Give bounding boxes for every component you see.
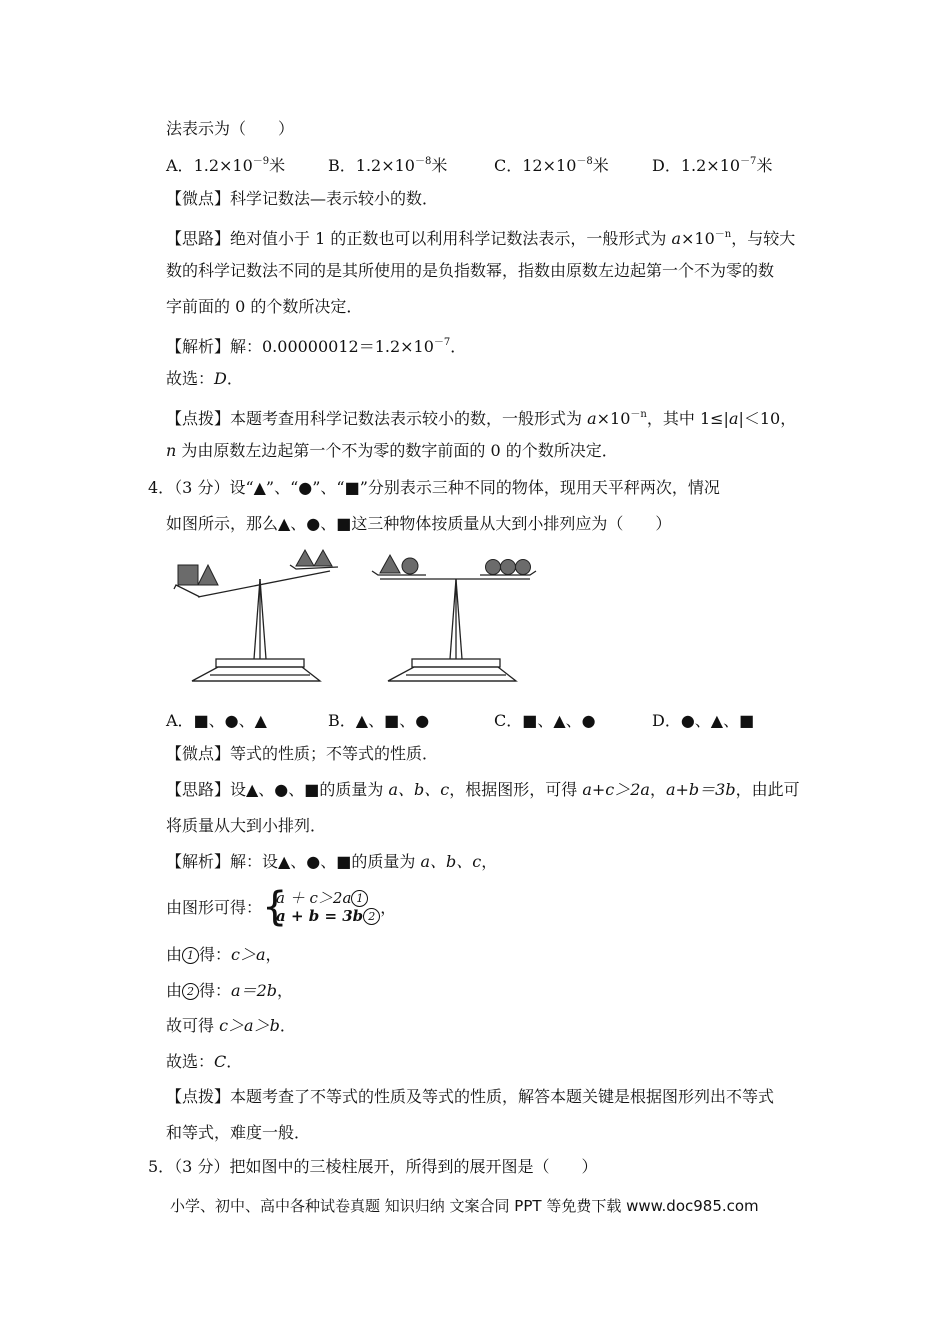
- q3-jiexi: 【解析】解：$0.00000012=1.2\times 10^{-7}$．: [166, 337, 467, 356]
- triangle-shape: [380, 555, 400, 573]
- circle-shape: [501, 560, 516, 575]
- q3-dianbo-line2: n 为由原数左边起第一个不为零的数字前面的 0 的个数所决定．: [166, 441, 618, 460]
- q4-option-d[interactable]: D．●、▲、■: [652, 711, 755, 730]
- q3-silu-line2: 数的科学记数法不同的是其所使用的是负指数幂，指数由原数左边起第一个不为零的数: [166, 261, 775, 280]
- q4-step2: 由 2 得：a＝2b，: [166, 981, 294, 1000]
- q3-weidian: 【微点】科学记数法—表示较小的数．: [166, 189, 439, 208]
- circle-shape: [486, 560, 501, 575]
- triangle-shape: [296, 550, 314, 566]
- q4-step1: 由 1 得：c＞a，: [166, 945, 282, 964]
- balance-figure-2: [370, 545, 550, 690]
- square-shape: [178, 565, 198, 585]
- q3-silu-line1: 【思路】绝对值小于 1 的正数也可以利用科学记数法表示，一般形式为 $a\times 10^{-n}$，与较大: [166, 229, 796, 248]
- q3-answer: 故选：D．: [166, 369, 243, 388]
- q4-stem-line2: 如图所示，那么▲、●、■这三种物体按质量从大到小排列应为（ ）: [166, 514, 672, 533]
- triangle-shape: [314, 550, 332, 566]
- q4-option-a[interactable]: A．■、●、▲: [166, 711, 267, 730]
- q4-equation-system: 由图形可得： { a ＋ c＞2a 1 a + b = 3b 2 ，: [166, 883, 397, 930]
- q4-option-b[interactable]: B．▲、■、●: [328, 711, 430, 730]
- q4-step3: 故可得 c＞a＞b．: [166, 1016, 296, 1035]
- q4-dianbo-line2: 和等式，难度一般．: [166, 1123, 311, 1142]
- q3-dianbo-line1: 【点拨】本题考查用科学记数法表示较小的数，一般形式为 $a\times 10^{-n}$，其中 1≤|a|＜10，: [166, 409, 797, 428]
- equation-system: { a ＋ c＞2a 1 a + b = 3b 2: [262, 889, 380, 929]
- q4-dianbo-line1: 【点拨】本题考查了不等式的性质及等式的性质，解答本题关键是根据图形列出不等式: [166, 1087, 775, 1106]
- q4-stem-line1: 4．（3 分）设“▲”、“●”、“■”分别表示三种不同的物体，现用天平秤两次，情况: [148, 478, 720, 497]
- left-pan-1: [174, 585, 200, 597]
- q3-option-b[interactable]: B．$1.2\times 10^{-8}$米: [328, 156, 448, 175]
- page-footer: 小学、初中、高中各种试卷真题 知识归纳 文案合同 PPT 等免费下载 www.doc985.com: [170, 1197, 759, 1215]
- q4-option-c[interactable]: C．■、▲、●: [494, 711, 596, 730]
- balance-figure-1: [160, 545, 360, 690]
- q4-silu-line2: 将质量从大到小排列．: [166, 816, 327, 835]
- q3-option-a[interactable]: A．$1.2\times 10^{-9}$米: [166, 156, 286, 175]
- q3-option-d[interactable]: D．$1.2\times 10^{-7}$米: [652, 156, 773, 175]
- q3-silu-line3: 字前面的 0 的个数所决定．: [166, 297, 363, 316]
- q5-stem: 5．（3 分）把如图中的三棱柱展开，所得到的展开图是（ ）: [148, 1157, 598, 1176]
- q4-jiexi: 【解析】解：设▲、●、■的质量为 a、b、c，: [166, 852, 498, 871]
- circle-shape: [402, 558, 418, 574]
- q3-option-c[interactable]: C．$12\times 10^{-8}$米: [494, 156, 609, 175]
- triangle-shape: [198, 565, 218, 585]
- q4-weidian: 【微点】等式的性质；不等式的性质．: [166, 744, 439, 763]
- circle-shape: [516, 560, 531, 575]
- q4-silu-line1: 【思路】设▲、●、■的质量为 a、b、c，根据图形，可得 a+c＞2a，a+b＝3b，由此可: [166, 780, 800, 799]
- q3-stem-tail: 法表示为（ ）: [166, 119, 295, 138]
- q4-answer: 故选：C．: [166, 1052, 243, 1071]
